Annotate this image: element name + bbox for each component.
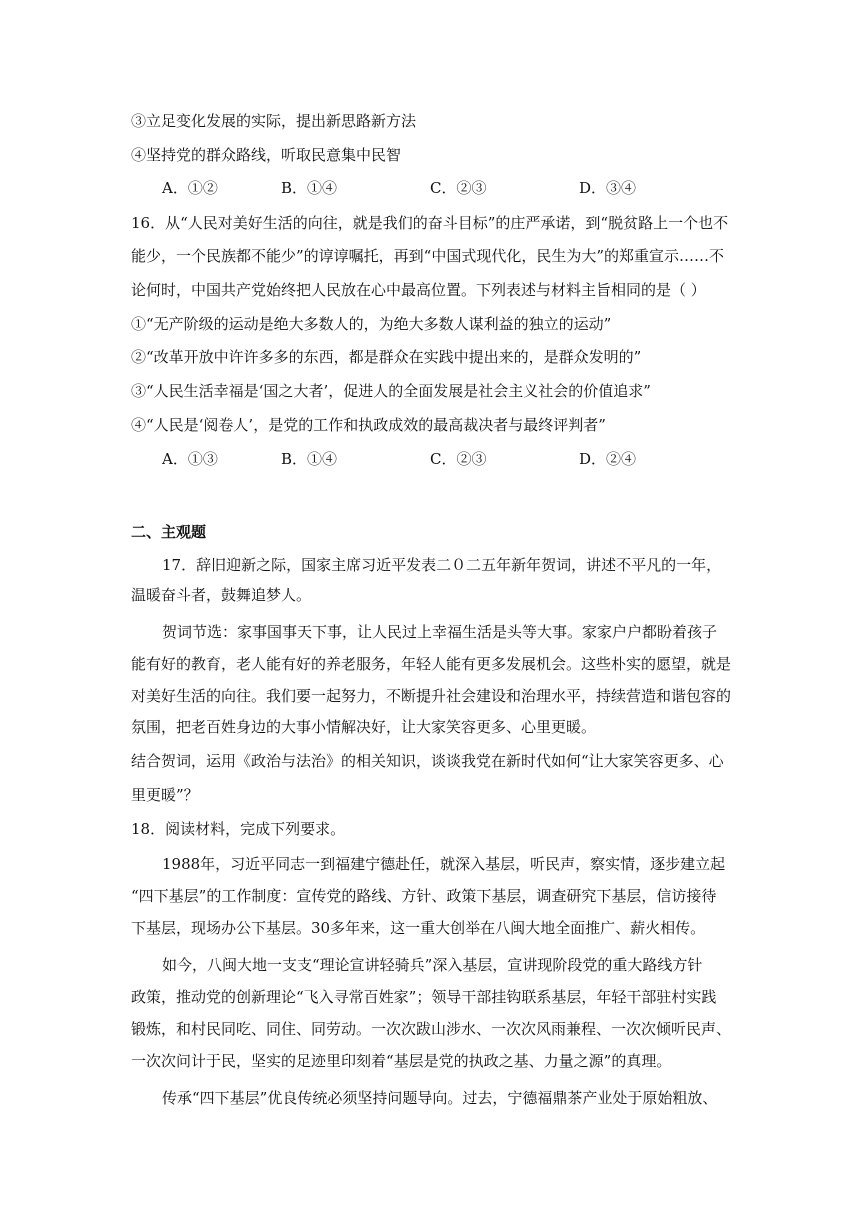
q18-para2-line-2: 政策，推动党的创新理论“飞入寻常百姓家”；领导干部挂钩联系基层，年轻干部驻村实践 <box>131 988 717 1006</box>
q17-question-line-1: 结合贺词，运用《政治与法治》的相关知识，谈谈我党在新时代如何“让大家笑容更多、心 <box>131 752 724 770</box>
q17-excerpt-line-3: 对美好生活的向往。我们要一起努力，不断提升社会建设和治理水平，持续营造和谐包容的 <box>131 687 732 705</box>
section-heading: 二、主观题 <box>131 523 207 541</box>
q16-item-2: ②“改革开放中许许多多的东西，都是群众在实践中提出来的，是群众发明的” <box>131 348 642 366</box>
q17-excerpt-line-1: 贺词节选：家事国事天下事，让人民过上幸福生活是头等大事。家家户户都盼着孩子 <box>162 623 718 641</box>
q16-option-d: D．②④ <box>579 450 637 468</box>
q17-excerpt-line-4: 氛围，把老百姓身边的大事小情解决好，让大家笑容更多、心里更暖。 <box>131 718 597 736</box>
q15-item-4: ④坚持党的群众路线，听取民意集中民智 <box>131 146 402 164</box>
q15-option-d: D．③④ <box>579 179 637 197</box>
q16-option-c: C．②③ <box>430 450 487 468</box>
q15-option-c: C．②③ <box>430 179 487 197</box>
q15-option-a: A．①② <box>162 179 218 197</box>
q16-item-3: ③“人民生活幸福是‘国之大者’，促进人的全面发展是社会主义社会的价值追求” <box>131 382 651 400</box>
q17-intro-line-2: 温暖奋斗者，鼓舞追梦人。 <box>131 586 312 604</box>
q16-stem-line-3: 论何时，中国共产党始终把人民放在心中最高位置。下列表述与材料主旨相同的是（ ） <box>131 281 706 299</box>
q15-item-3: ③立足变化发展的实际，提出新思路新方法 <box>131 112 417 130</box>
q15-option-b: B．①④ <box>281 179 338 197</box>
q18-para2-line-4: 一次次问计于民，坚实的足迹里印刻着“基层是党的执政之基、力量之源”的真理。 <box>131 1052 672 1070</box>
q18-para2-line-3: 锻炼，和村民同吃、同住、同劳动。一次次跋山涉水、一次次风雨兼程、一次次倾听民声、 <box>131 1020 732 1038</box>
q16-item-4: ④“人民是‘阅卷人’，是党的工作和执政成效的最高裁决者与最终评判者” <box>131 416 606 434</box>
q16-stem-line-2: 能少，一个民族都不能少”的谆谆嘱托，再到“中国式现代化，民生为大”的郑重宣示……不 <box>131 247 725 265</box>
q18-para3-line-1: 传承“四下基层”优良传统必须坚持问题导向。过去，宁德福鼎茶产业处于原始粗放、 <box>162 1089 718 1107</box>
q17-excerpt-line-2: 能有好的教育，老人能有好的养老服务，年轻人能有更多发展机会。这些朴实的愿望，就是 <box>131 655 732 673</box>
q18-para1-line-3: 下基层，现场办公下基层。30多年来，这一重大创举在八闽大地全面推广、薪火相传。 <box>131 919 706 937</box>
q18-para2-line-1: 如今，八闽大地一支支“理论宣讲轻骑兵”深入基层，宣讲现阶段党的重大路线方针 <box>162 956 703 974</box>
q17-intro-line-1: 17．辞旧迎新之际，国家主席习近平发表二０二五年新年贺词，讲述不平凡的一年， <box>162 556 722 574</box>
q18-title: 18．阅读材料，完成下列要求。 <box>131 820 346 838</box>
q18-para1-line-1: 1988年，习近平同志一到福建宁德赴任，就深入基层，听民声，察实情，逐步建立起 <box>162 855 726 873</box>
q17-question-line-2: 里更暖”？ <box>131 786 199 804</box>
q18-para1-line-2: “四下基层”的工作制度：宣传党的路线、方针、政策下基层，调查研究下基层，信访接待 <box>131 887 717 905</box>
q16-option-a: A．①③ <box>162 450 218 468</box>
q16-item-1: ①“无产阶级的运动是绝大多数人的，为绝大多数人谋利益的独立的运动” <box>131 315 612 333</box>
q16-stem-line-1: 16．从“人民对美好生活的向往，就是我们的奋斗目标”的庄严承诺，到“脱贫路上一个也不 <box>131 214 729 232</box>
q16-option-b: B．①④ <box>281 450 338 468</box>
